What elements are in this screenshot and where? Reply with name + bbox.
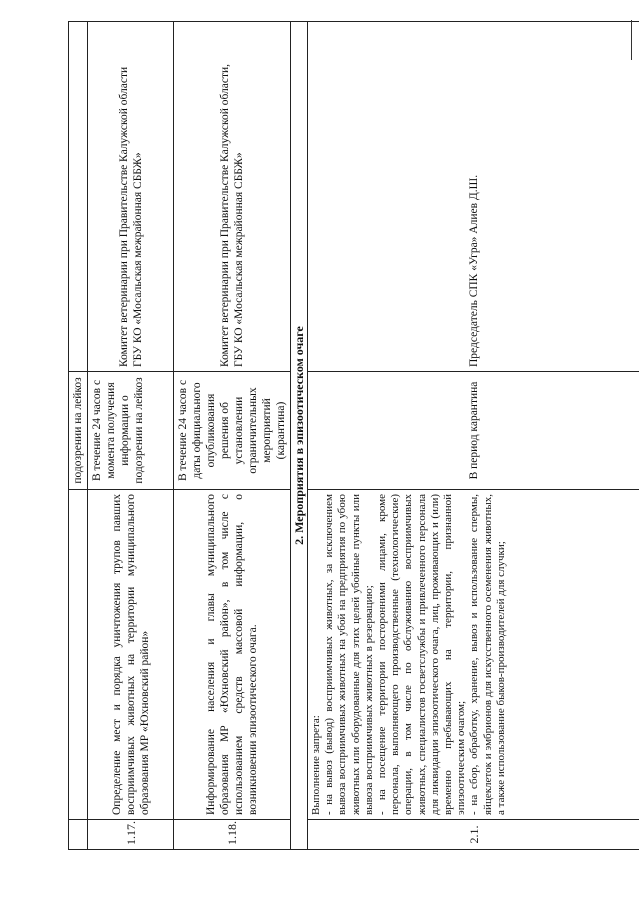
table-row <box>69 22 88 850</box>
action-cell <box>69 490 88 820</box>
table-row <box>308 22 639 850</box>
term-cell: В период карантина <box>308 372 639 490</box>
responsible-cell <box>69 22 88 372</box>
action-line: - на вывоз (вывод) восприимчивых животных, за исключением вывоза восприимчивых животных на убой на предприятия по убою животных или оборудованные для этих целей убойные пункты или вывоза восприимчивых животных в резервацию; <box>323 494 375 815</box>
table-row <box>88 22 174 850</box>
responsible-cell <box>88 22 174 372</box>
term-cell: В течение 24 часов с момента получения информации о подозрении на лейкоз <box>88 372 174 490</box>
action-line: - на посещение территории посторонними лицами, кроме персонала, выполняющего производственные (технологические) операции, в том числе по обслуживанию восприимчивых животных, специалистов госветслужбы и привлеченного персонала для ликвидации эпизоотического очага, лиц, проживающих и (или) временно пребывающих на территории, признанной эпизоотическим очагом; <box>376 494 468 815</box>
table-row <box>291 22 308 850</box>
responsible-line: ГБУ КО «Мосальская межрайонная СББЖ» <box>233 152 245 367</box>
row-number: 2.1. <box>308 820 639 850</box>
plan-table <box>68 21 639 850</box>
responsible-line: Председатель СПК «Угра» Алиев Д.Ш. <box>468 174 480 367</box>
responsible-line: Комитет ветеринарии при Правительстве Калужской области <box>117 66 130 367</box>
action-line: Выполнение запрета: <box>310 715 322 815</box>
num-cell <box>69 820 88 850</box>
section-heading: 2. Мероприятия в эпизоотическом очаге <box>291 22 308 850</box>
responsible-line: Комитет ветеринарии при Правительстве Калужской области, <box>219 63 231 367</box>
action-line: - на сбор, обработку, хранение, вывоз и использование спермы, яйцеклеток и эмбрионов для искусственного осеменения животных, а также использование быков-производителей для случки; <box>468 494 507 815</box>
term-cell: подозрении на лейкоз <box>69 372 88 490</box>
row-number: 1.17. <box>88 820 174 850</box>
responsible-cell <box>308 22 639 372</box>
action-cell: Определение мест и порядка уничтожения трупов павших восприимчивых животных на территории муниципального образования МР «Юхновский район» <box>88 490 174 820</box>
term-cell: В течение 24 часов с даты официального опубликования решения об установлении ограничительных мероприятий (карантина) <box>174 372 291 490</box>
row-number: 1.18. <box>174 820 291 850</box>
table-row <box>174 22 291 850</box>
action-cell <box>308 490 639 820</box>
scan-edge-line <box>631 20 632 60</box>
responsible-cell <box>174 22 291 372</box>
action-cell: Информирование населения и главы муниципального образования МР «Юхновский район», в том числе с использованием средств массовой информации, о возникновении эпизоотического очага. <box>174 490 291 820</box>
responsible-line: ГБУ КО «Мосальская межрайонная СББЖ» <box>131 152 144 367</box>
